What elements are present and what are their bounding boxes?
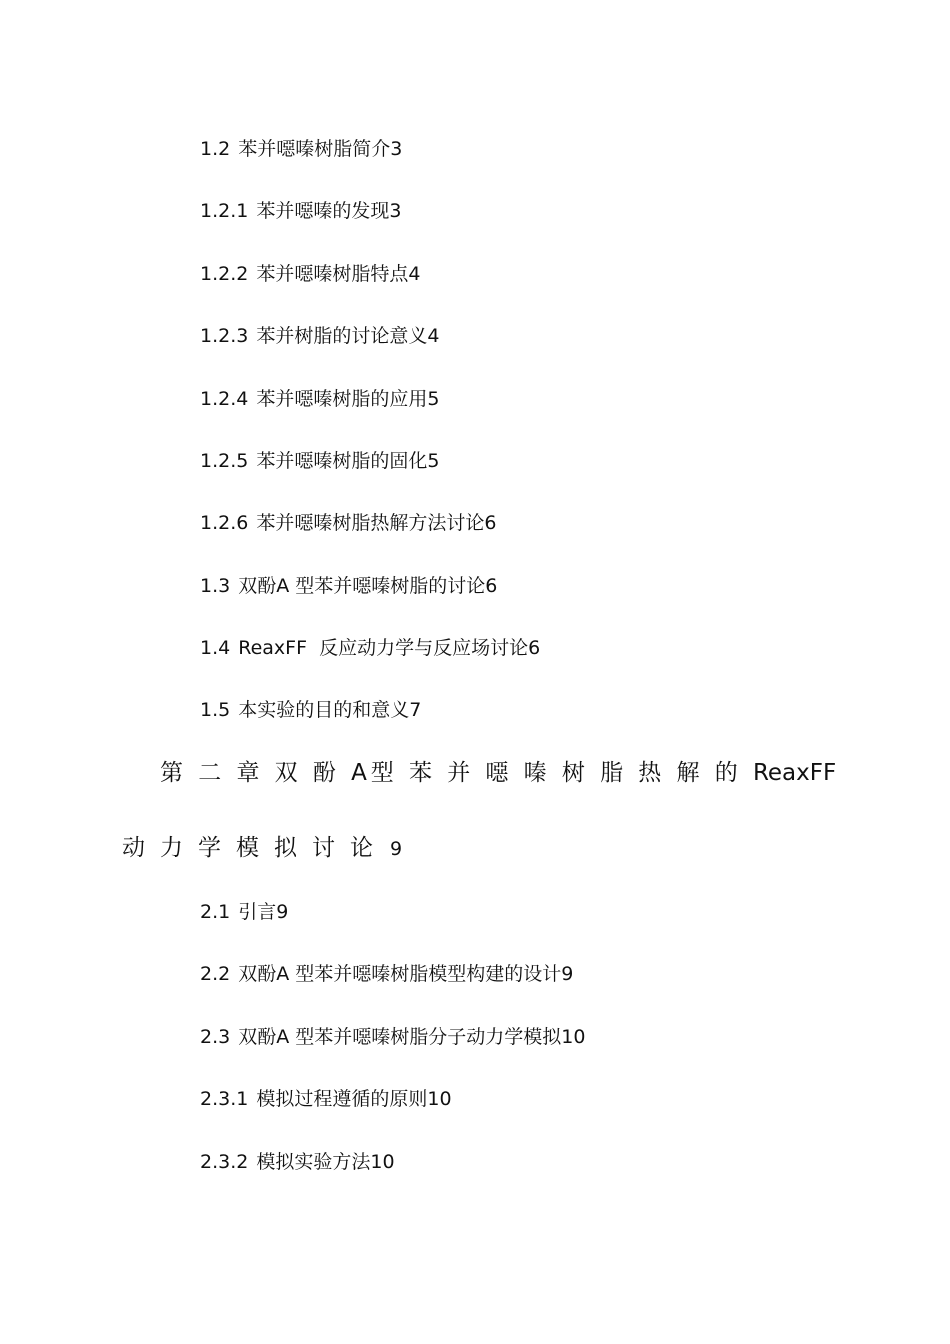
toc-page: 10 <box>427 1088 452 1110</box>
toc-entry-1-3 <box>200 574 497 598</box>
toc-title: 苯并噁嗪树脂简介 <box>238 138 391 160</box>
toc-number: 1.2.2 <box>200 263 249 285</box>
chapter-char: ReaxFF <box>752 760 837 786</box>
toc-number: 1.2.5 <box>200 450 249 472</box>
toc-title: 苯并噁嗪树脂特点 <box>256 263 409 285</box>
toc-title: 双酚A 型苯并噁嗪树脂的讨论 <box>238 575 486 597</box>
toc-number: 1.2.6 <box>200 512 249 534</box>
toc-page: 7 <box>409 699 422 721</box>
toc-title: 模拟过程遵循的原则 <box>256 1088 428 1110</box>
toc-number: 1.2.1 <box>200 200 249 222</box>
toc-page: 10 <box>370 1151 395 1173</box>
toc-entry-1-2-5 <box>200 449 439 473</box>
toc-entry-2-3-1 <box>200 1087 452 1111</box>
toc-number: 1.4 <box>200 637 231 659</box>
toc-page: 9 <box>276 901 289 923</box>
chapter-char: 噁 <box>485 760 513 786</box>
toc-number: 1.2.3 <box>200 325 249 347</box>
toc-page: 6 <box>484 512 497 534</box>
chapter-char: 章 <box>236 760 264 786</box>
toc-title: 双酚A 型苯并噁嗪树脂分子动力学模拟 <box>238 1026 562 1048</box>
toc-title: 本实验的目的和意义 <box>238 699 410 721</box>
toc-entry-2-3 <box>200 1025 585 1049</box>
chapter-char: 苯 <box>408 760 436 786</box>
toc-title: ReaxFF 反应动力学与反应场讨论 <box>238 637 529 659</box>
toc-number: 1.3 <box>200 575 231 597</box>
chapter-char: 并 <box>447 760 475 786</box>
chapter-2-heading-line-1 <box>160 758 836 788</box>
toc-entry-1-5 <box>200 698 421 722</box>
toc-title: 模拟实验方法 <box>256 1151 371 1173</box>
toc-number: 2.2 <box>200 963 231 985</box>
chapter-2-heading-line-2 <box>122 833 402 864</box>
toc-number: 2.3.1 <box>200 1088 249 1110</box>
toc-entry-1-2-2 <box>200 262 420 286</box>
chapter-char: 树 <box>561 760 589 786</box>
toc-entry-2-3-2 <box>200 1150 395 1174</box>
toc-title: 苯并树脂的讨论意义 <box>256 325 428 347</box>
chapter-char: 第 <box>160 760 187 786</box>
chapter-char: 酚 <box>312 760 340 786</box>
chapter-char: 的 <box>714 760 742 786</box>
chapter-char: 嗪 <box>523 760 551 786</box>
toc-page: 4 <box>427 325 440 347</box>
toc-number: 1.5 <box>200 699 231 721</box>
toc-entry-1-2-6 <box>200 511 496 535</box>
toc-entry-1-2-1 <box>200 199 401 223</box>
toc-title: 苯并噁嗪树脂的固化 <box>256 450 428 472</box>
toc-page: 9 <box>561 963 574 985</box>
toc-number: 2.3 <box>200 1026 231 1048</box>
toc-entry-2-2 <box>200 962 573 986</box>
toc-entry-1-2-3 <box>200 324 439 348</box>
toc-title: 双酚A 型苯并噁嗪树脂模型构建的设计 <box>238 963 562 985</box>
chapter-char: 二 <box>198 760 226 786</box>
toc-entry-1-2-4 <box>200 387 439 411</box>
chapter-char: 双 <box>274 760 302 786</box>
toc-page: 6 <box>528 637 541 659</box>
toc-page: 3 <box>390 138 403 160</box>
toc-title: 苯并噁嗪的发现 <box>256 200 390 222</box>
chapter-char: 解 <box>676 760 704 786</box>
toc-page: 4 <box>408 263 421 285</box>
chapter-char: A型 <box>351 760 398 786</box>
toc-page: 6 <box>485 575 498 597</box>
toc-page: 5 <box>427 450 440 472</box>
toc-number: 2.3.2 <box>200 1151 249 1173</box>
toc-title: 苯并噁嗪树脂热解方法讨论 <box>256 512 485 534</box>
toc-page: 5 <box>427 388 440 410</box>
toc-entry-1-4 <box>200 636 540 660</box>
toc-entry-2-1 <box>200 900 288 924</box>
toc-number: 1.2 <box>200 138 231 160</box>
chapter-title-continued: 动力学模拟讨论 <box>122 835 388 861</box>
toc-title: 引言 <box>238 901 277 923</box>
chapter-char: 热 <box>638 760 666 786</box>
toc-page: 10 <box>561 1026 586 1048</box>
chapter-char: 脂 <box>600 760 628 786</box>
chapter-page: 9 <box>390 838 403 860</box>
toc-title: 苯并噁嗪树脂的应用 <box>256 388 428 410</box>
toc-entry-1-2 <box>200 137 402 161</box>
toc-page: 3 <box>389 200 402 222</box>
toc-number: 2.1 <box>200 901 231 923</box>
toc-number: 1.2.4 <box>200 388 249 410</box>
